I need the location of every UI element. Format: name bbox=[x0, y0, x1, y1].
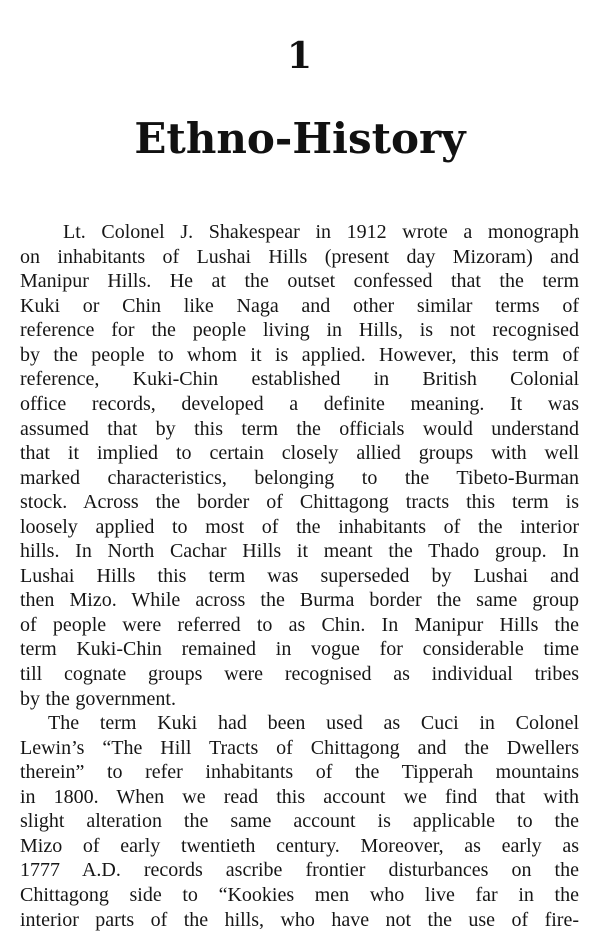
text-line: marked characteristics, belonging to the Tibeto-Burman bbox=[20, 466, 579, 489]
text-line: loosely applied to most of the inhabitants of the interior bbox=[20, 515, 579, 538]
body-text bbox=[20, 220, 579, 932]
text-line: in 1800. When we read this account we find that with bbox=[20, 785, 579, 808]
text-line: by the government. bbox=[20, 687, 176, 710]
text-line: office records, developed a definite meaning. It was bbox=[20, 393, 579, 416]
text-line: assumed that by this term the officials would understand bbox=[20, 417, 579, 440]
text-line: then Mizo. While across the Burma border the same group bbox=[20, 589, 579, 612]
paragraph-1 bbox=[20, 220, 579, 711]
text-line: Kuki or Chin like Naga and other similar terms of bbox=[20, 294, 579, 317]
text-line: by the people to whom it is applied. However, this term of bbox=[20, 343, 579, 366]
chapter-number: 1 bbox=[286, 35, 314, 77]
paragraph-2 bbox=[20, 711, 579, 932]
text-line: till cognate groups were recognised as individual tribes bbox=[20, 663, 579, 686]
chapter-title: Ethno-History bbox=[134, 114, 466, 163]
text-line: Lt. Colonel J. Shakespear in 1912 wrote a monograph bbox=[63, 221, 579, 244]
text-line: Chittagong side to “Kookies men who live far in the bbox=[20, 883, 579, 906]
text-line: on inhabitants of Lushai Hills (present day Mizoram) and bbox=[20, 245, 579, 268]
text-line: Manipur Hills. He at the outset confessed that the term bbox=[20, 270, 579, 293]
text-line: therein” to refer inhabitants of the Tipperah mountains bbox=[20, 761, 579, 784]
text-line: The term Kuki had been used as Cuci in Colonel bbox=[48, 712, 579, 735]
text-line: Lushai Hills this term was superseded by Lushai and bbox=[20, 564, 579, 587]
text-line: hills. In North Cachar Hills it meant the Thado group. In bbox=[20, 540, 579, 563]
text-line: term Kuki-Chin remained in vogue for considerable time bbox=[20, 638, 579, 661]
text-line: of people were referred to as Chin. In Manipur Hills the bbox=[20, 613, 579, 636]
text-line: that it implied to certain closely allied groups with well bbox=[20, 442, 579, 465]
text-line: stock. Across the border of Chittagong tracts this term is bbox=[20, 491, 579, 514]
text-line: reference for the people living in Hills, is not recognised bbox=[20, 319, 579, 342]
text-line: Lewin’s “The Hill Tracts of Chittagong and the Dwellers bbox=[20, 736, 579, 759]
text-line: slight alteration the same account is applicable to the bbox=[20, 810, 579, 833]
text-line: 1777 A.D. records ascribe frontier disturbances on the bbox=[20, 859, 579, 882]
text-line: Mizo of early twentieth century. Moreover, as early as bbox=[20, 834, 579, 857]
text-line: interior parts of the hills, who have not the use of fire- bbox=[20, 908, 579, 931]
text-line: reference, Kuki-Chin established in British Colonial bbox=[20, 368, 579, 391]
